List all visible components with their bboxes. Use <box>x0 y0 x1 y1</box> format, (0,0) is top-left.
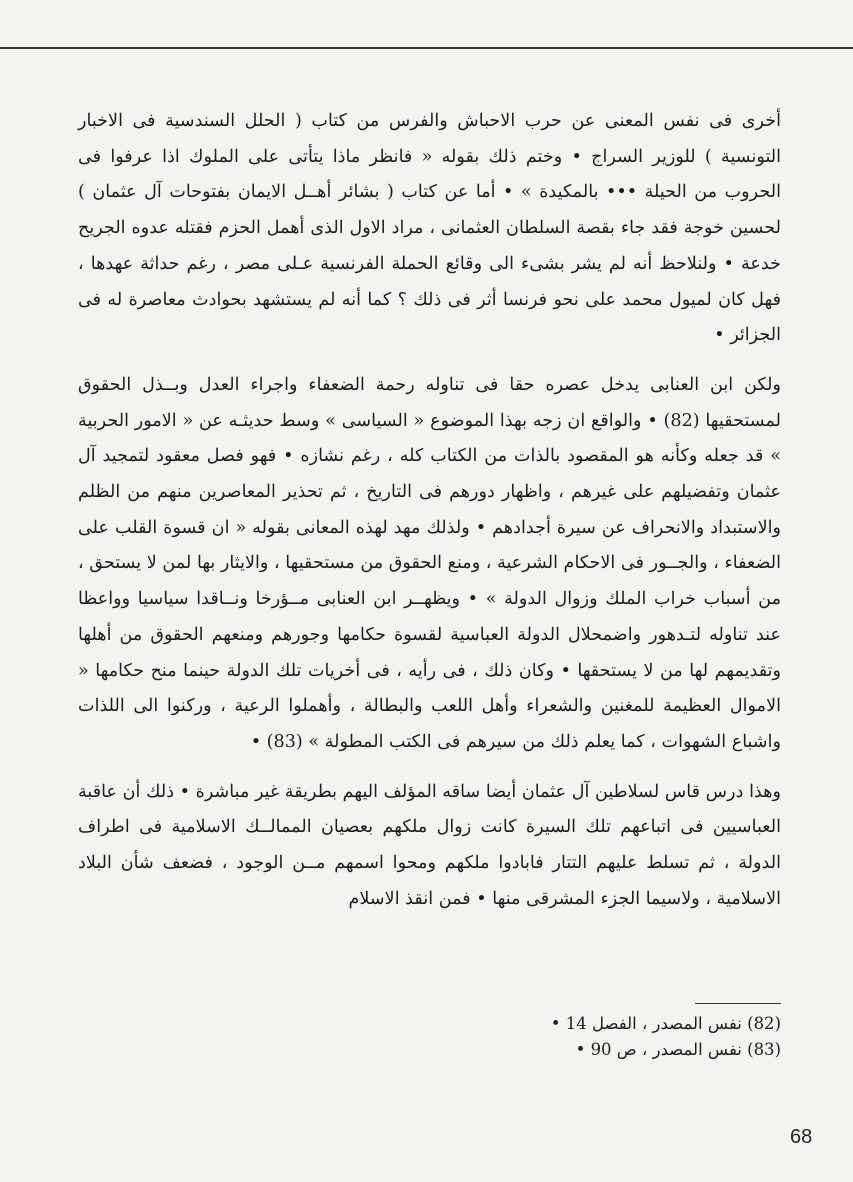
footnote-83: (83) نفس المصدر ، ص 90 • <box>575 1040 781 1059</box>
page-number: 68 <box>790 1126 813 1148</box>
paragraph-3: وهذا درس قاس لسلاطين آل عثمان أيضا ساقه المؤلف اليهم بطريقة غير مباشرة • ذلك أن عاقبة العباسيين فى اتباعهم تلك السيرة كانت زوال ملكهم بعصيان الممالــك الاسلامية فى اطراف الدولة ، ثم تسلط عليهم التتار فابادوا ملكهم ومحوا اسمهم مــن الوجود ، فضعف شأن البلاد الاسلامية ، ولاسيما الجزء المشرقى منها • فمن انقذ الاسلام <box>78 781 781 909</box>
paragraph-1: أخرى فى نفس المعنى عن حرب الاحباش والفرس من كتاب ( الحلل السندسية فى الاخبار التونسية ) للوزير السراج • وختم ذلك بقوله « فانظر ماذا يتأتى على الملوك اذا عرفوا فى الحروب من الحيلة ••• بالمكيدة » • أما عن كتاب ( بشائر أهــل الايمان بفتوحات آل عثمان ) لحسين خوجة فقد جاء بقصة السلطان العثمانى ، مراد الاول الذى أهمل الحزم فقتله عدوه الجريح خدعة • ولنلاحظ أنه لم يشر بشىء الى وقائع الحملة الفرنسية عـلى مصر ، رغم حداثة عهدها ، فهل كان لميول محمد على نحو فرنسا أثر فى ذلك ؟ كما أنه لم يستشهد بحوادث معاصرة له فى الجزائر • <box>78 111 781 346</box>
body-text <box>78 104 781 917</box>
footnote-82: (82) نفس المصدر ، الفصل 14 • <box>550 1014 781 1033</box>
footnote-rule <box>695 1003 781 1004</box>
paragraph-2: ولكن ابن العنابى يدخل عصره حقا فى تناوله رحمة الضعفاء واجراء العدل وبــذل الحقوق لمستحقيها (82) • والواقع ان زجه بهذا الموضوع « السياسى » وسط حديثـه عن « الامور الحربية » قد جعله وكأنه هو المقصود بالذات من الكتاب كله ، رغم نشازه • فهو فصل معقود لتمجيد آل عثمان وتفضيلهم على غيرهم ، واظهار دورهم فى التاريخ ، ثم تحذير المعاصرين منهم من الظلم والاستبداد والانحراف عن سيرة أجدادهم • ولذلك مهد لهذه المعانى بقوله « ان قسوة القلب على الضعفاء ، والجــور فى الاحكام الشرعية ، ومنع الحقوق من مستحقيها ، والايثار بها لمن لا يستحق ، من أسباب خراب الملك وزوال الدولة » • ويظهــر ابن العنابى مــؤرخا ونــاقدا سياسيا وواعظا عند تناوله لتـدهور واضمحلال الدولة العباسية لقسوة حكامها وجورهم ومنعهم الحقوق من أهلها وتقديمهم لها من لا يستحقها • وكان ذلك ، فى رأيه ، فى أخريات تلك الدولة حينما منح حكامها « الاموال العظيمة للمغنين والشعراء وأهل اللعب والبطالة ، وأهملوا الرعية ، وركنوا الى اللذات واشباع الشهوات ، كما يعلم ذلك من سيرهم فى الكتب المطولة » (83) • <box>78 374 781 752</box>
footnotes <box>78 1011 781 1063</box>
header-rule <box>0 47 853 49</box>
